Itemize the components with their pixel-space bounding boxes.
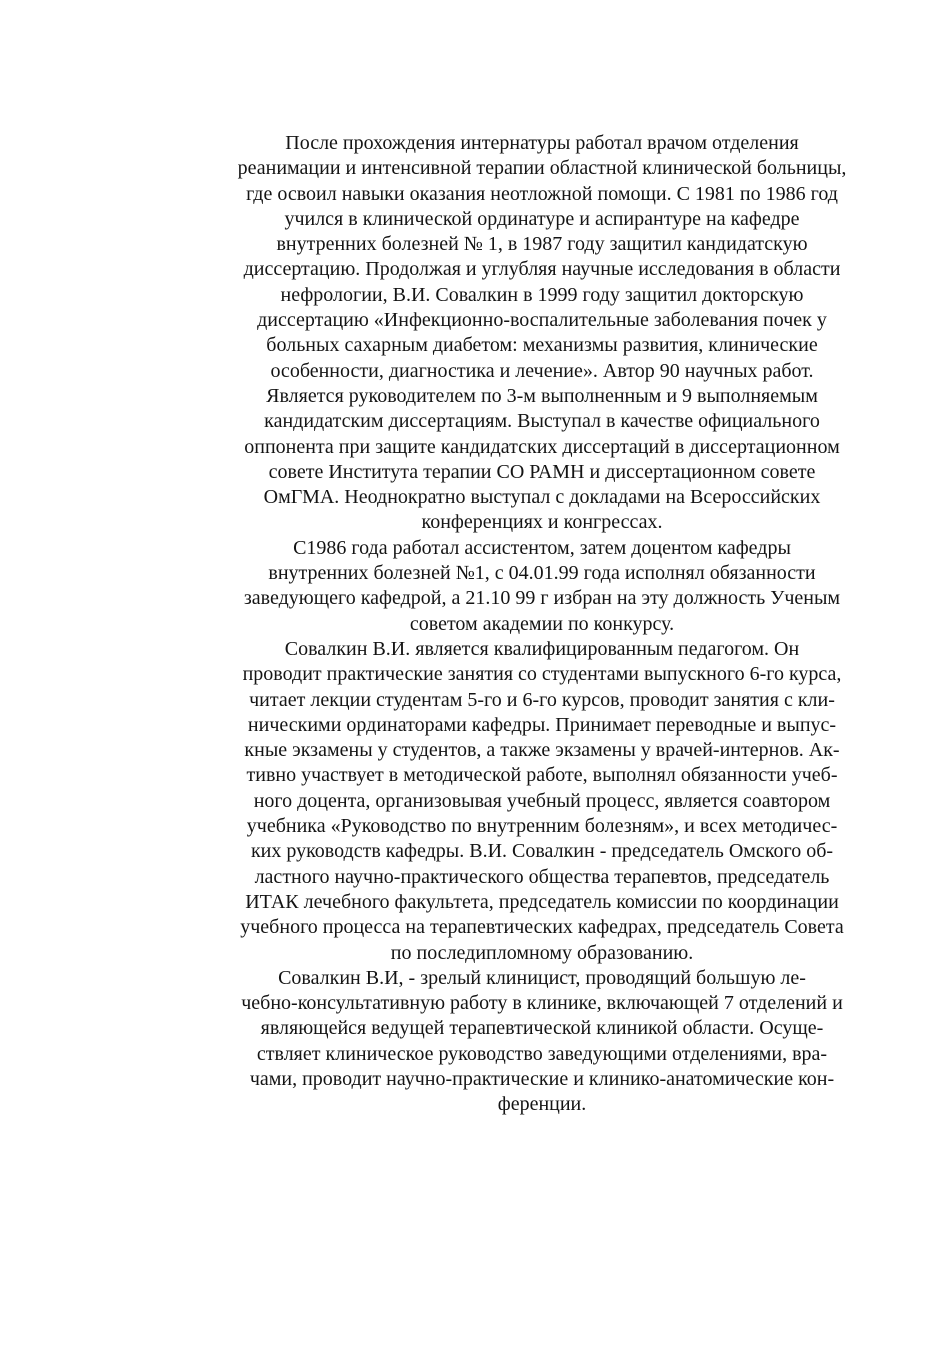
text-line: где освоил навыки оказания неотложной помощи. С 1981 по 1986 год: [246, 182, 838, 205]
text-line: диссертацию. Продолжая и углубляя научные исследования в области: [243, 258, 841, 281]
text-line: кандидатским диссертациям. Выступал в качестве официального: [264, 410, 820, 433]
text-line: совете Института терапии СО РАМН и диссертационном совете: [268, 460, 816, 483]
text-line: чебно-консультативную работу в клинике, включающей 7 отделений и: [241, 992, 843, 1015]
text-line: являющейся ведущей терапевтической клиникой области. Осуще-: [260, 1017, 824, 1040]
text-line: ференции.: [497, 1093, 587, 1116]
text-line: внутренних болезней №1, с 04.01.99 года исполнял обязанности: [268, 562, 816, 585]
text-line: особенности, диагностика и лечение». Автор 90 научных работ.: [270, 359, 814, 382]
text-line: Является руководителем по 3-м выполненным и 9 выполняемым: [266, 384, 818, 407]
text-line: нефрологии, В.И. Совалкин в 1999 году защитил докторскую: [280, 283, 804, 306]
text-line: ническими ординаторами кафедры. Принимает переводные и выпус-: [247, 713, 837, 736]
text-line: реанимации и интенсивной терапии областной клинической больницы,: [237, 157, 847, 180]
text-line: ких руководств кафедры. В.И. Совалкин - председатель Омского об-: [250, 840, 834, 863]
text-line: ного доцента, организовывая учебный процесс, является соавтором: [253, 789, 831, 812]
text-line: проводит практические занятия со студентами выпускного 6-го курса,: [242, 663, 842, 686]
text-line: больных сахарным диабетом: механизмы развития, клинические: [266, 334, 818, 357]
text-line: заведующего кафедрой, а 21.10 99 г избран на эту должность Ученым: [243, 587, 841, 610]
text-line: конференциях и конгрессах.: [421, 511, 663, 534]
text-line: по последипломному образованию.: [390, 941, 694, 964]
text-line: советом академии по конкурсу.: [409, 612, 675, 635]
text-line: оппонента при защите кандидатских диссертаций в диссертационном: [244, 435, 840, 458]
text-line: диссертацию «Инфекционно-воспалительные заболевания почек у: [257, 309, 827, 332]
text-line: учебника «Руководство по внутренним болезням», и всех методичес-: [246, 815, 838, 838]
text-line: ствляет клиническое руководство заведующими отделениями, вра-: [256, 1042, 828, 1065]
body-text: [192, 131, 892, 1118]
text-line: ИТАК лечебного факультета, председатель комиссии по координации: [245, 890, 839, 913]
text-line: тивно участвует в методической работе, выполнял обязанности учеб-: [246, 764, 838, 787]
text-line: учился в клинической ординатуре и аспирантуре на кафедре: [284, 207, 800, 230]
text-line: ОмГМА. Неоднократно выступал с докладами на Всероссийских: [263, 486, 821, 509]
text-line: Совалкин В.И. является квалифицированным педагогом. Он: [284, 637, 800, 660]
text-line: Совалкин В.И, - зрелый клиницист, проводящий большую ле-: [278, 966, 806, 989]
text-line: ластного научно-практического общества терапевтов, председатель: [254, 865, 830, 888]
text-line: читает лекции студентам 5-го и 6-го курсов, проводит занятия с кли-: [249, 688, 835, 711]
text-line: После прохождения интернатуры работал врачом отделения: [285, 132, 799, 154]
text-line: чами, проводит научно-практические и клинико-анатомические кон-: [249, 1067, 835, 1090]
text-line: внутренних болезней № 1, в 1987 году защитил кандидатскую: [276, 233, 808, 256]
text-line: кные экзамены у студентов, а также экзамены у врачей-интернов. Ак-: [244, 739, 840, 762]
text-line: С1986 года работал ассистентом, затем доцентом кафедры: [293, 536, 791, 559]
text-line: учебного процесса на терапевтических кафедрах, председатель Совета: [240, 916, 844, 939]
